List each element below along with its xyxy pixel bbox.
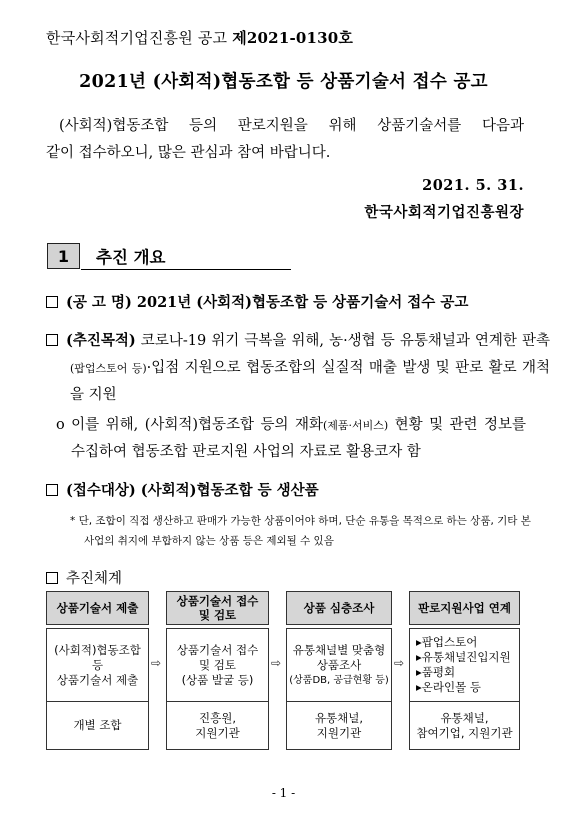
flow-step-1-body: (사회적)협동조합 등 상품기술서 제출 [46,628,149,702]
notice-number: 한국사회적기업진흥원 공고 제2021-0130호 [46,29,354,47]
list-item: ▸품평회 [416,665,456,679]
item-purpose-sub: o 이를 위해, (사회적)협동조합 등의 재화(제품·서비스) 현황 및 관련 정보를 수집하여 협동조합 판로지원 사업의 자료로 활용코자 함 [56,417,526,460]
flow-step-1-head: 상품기술서 제출 [46,591,149,625]
flow-step-2-owner: 진흥원, 지원기관 [166,702,269,750]
flow-step-1-owner: 개별 조합 [46,702,149,750]
section-number: 1 [47,243,80,269]
announcement-date: 2021. 5. 31. [422,177,524,194]
intro-paragraph: (사회적)협동조합 등의 판로지원을 위해 상품기술서를 다음과 같이 접수하오니, 많은 관심과 참여 바랍니다. [46,118,524,161]
checkbox-square-icon [46,484,58,496]
flow-step-4-owner: 유통채널, 참여기업, 지원기관 [409,702,520,750]
flow-step-4-body [409,628,520,702]
page-number: - 1 - [271,786,296,800]
flow-step-2-head: 상품기술서 접수 및 검토 [166,591,269,625]
checkbox-square-icon [46,296,58,308]
flow-step-3-owner: 유통채널, 지원기관 [286,702,392,750]
checkbox-square-icon [46,572,58,584]
checkbox-square-icon [46,334,58,346]
flow-section-title: 추진체계 [46,567,122,588]
issuing-organization: 한국사회적기업진흥원장 [364,204,524,221]
item-target: (접수대상) (사회적)협동조합 등 생산품 [46,477,550,505]
document-title: 2021년 (사회적)협동조합 등 상품기술서 접수 공고 [79,72,488,92]
list-item: ▸온라인몰 등 [416,680,481,694]
list-item: ▸유통채널진입지원 [416,650,511,664]
flow-step-4-head: 판로지원사업 연계 [409,591,520,625]
flow-step-3-body: 유통채널별 맞춤형 상품조사 (상품DB, 공급현황 등) [286,628,392,702]
flow-step-2-body: 상품기술서 접수 및 검토 (상품 발굴 등) [166,628,269,702]
target-note: * 단, 조합이 직접 생산하고 판매가 가능한 상품이어야 하며, 단순 유통을 목적으로 하는 상품, 기타 본 사업의 취지에 부합하지 않는 상품 등은 제외될 수 있음 [70,515,531,547]
item-notice-name: (공 고 명) 2021년 (사회적)협동조합 등 상품기술서 접수 공고 [46,289,550,317]
item-purpose: (추진목적) 코로나-19 위기 극복을 위해, 농·생협 등 유통채널과 연계한 판촉(팝업스토어 등)·입점 지원으로 협동조합의 실질적 매출 발생 및 판로 활로 개척을 지원 [46,327,550,409]
section-title: 추진 개요 [96,248,166,267]
arrow-right-icon: ⇨ [271,656,282,670]
arrow-right-icon: ⇨ [151,656,162,670]
arrow-right-icon: ⇨ [394,656,405,670]
flow-step-3-head: 상품 심층조사 [286,591,392,625]
section-underline [81,269,291,270]
list-item: ▸팝업스토어 [416,635,478,649]
